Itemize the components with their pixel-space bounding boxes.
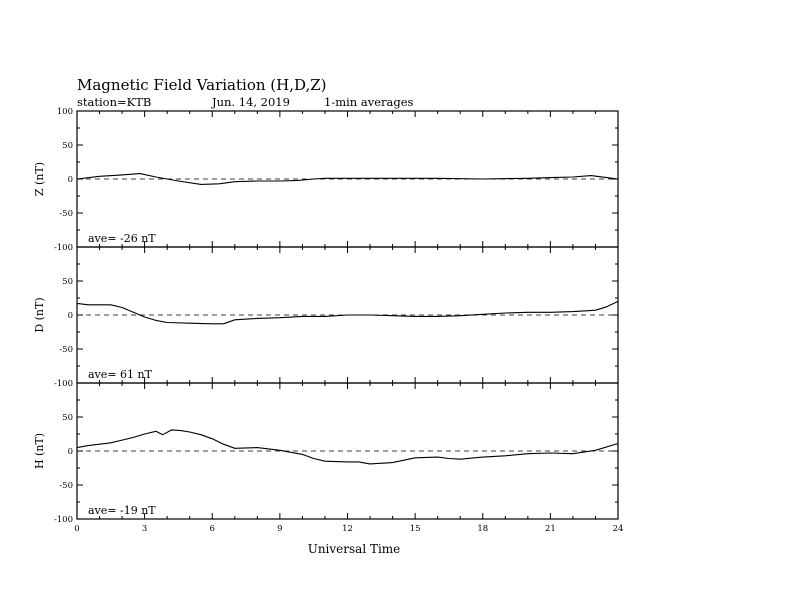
chart-title: Magnetic Field Variation (H,D,Z) — [77, 76, 327, 94]
subtitle-averaging: 1-min averages — [324, 95, 414, 109]
y-tick-label-h: -100 — [53, 515, 73, 525]
y-tick-label-z: 50 — [62, 141, 73, 151]
y-tick-label-d: 50 — [62, 277, 73, 287]
y-tick-label-z: 0 — [67, 175, 73, 185]
average-label-d: ave= 61 nT — [88, 368, 152, 381]
y-tick-label-d: -100 — [53, 379, 73, 389]
x-tick-label: 21 — [544, 524, 556, 534]
x-tick-label: 0 — [74, 524, 80, 534]
series-line-h — [77, 430, 618, 464]
y-tick-label-h: -50 — [59, 481, 73, 491]
y-tick-label-h: 0 — [67, 447, 73, 457]
subtitle-station: station=KTB — [77, 95, 152, 109]
y-tick-label-z: -100 — [53, 243, 73, 253]
subtitle-date: Jun. 14, 2019 — [212, 95, 290, 109]
x-tick-label: 24 — [612, 524, 624, 534]
y-tick-label-d: -50 — [59, 345, 73, 355]
y-tick-label-d: 0 — [67, 311, 73, 321]
panel-z — [33, 107, 618, 253]
y-tick-label-h: 50 — [62, 413, 73, 423]
average-label-h: ave= -19 nT — [88, 504, 156, 517]
x-tick-label: 12 — [342, 524, 353, 534]
y-axis-label-z: Z (nT) — [33, 161, 46, 197]
y-axis-label-h: H (nT) — [33, 432, 46, 470]
x-tick-label: 15 — [409, 524, 421, 534]
x-axis — [74, 524, 623, 534]
average-label-z: ave= -26 nT — [88, 232, 156, 245]
series-line-d — [77, 301, 618, 323]
x-tick-label: 18 — [477, 524, 489, 534]
x-tick-label: 6 — [209, 524, 215, 534]
x-axis-label: Universal Time — [307, 542, 401, 556]
x-tick-label: 3 — [141, 524, 148, 534]
panel-h — [33, 383, 618, 525]
chart-panels — [33, 107, 618, 525]
y-tick-label-z: -50 — [59, 209, 73, 219]
y-axis-label-d: D (nT) — [33, 297, 46, 333]
x-tick-label: 9 — [277, 524, 283, 534]
panel-d — [33, 247, 618, 389]
y-tick-label-z: 100 — [56, 107, 73, 117]
